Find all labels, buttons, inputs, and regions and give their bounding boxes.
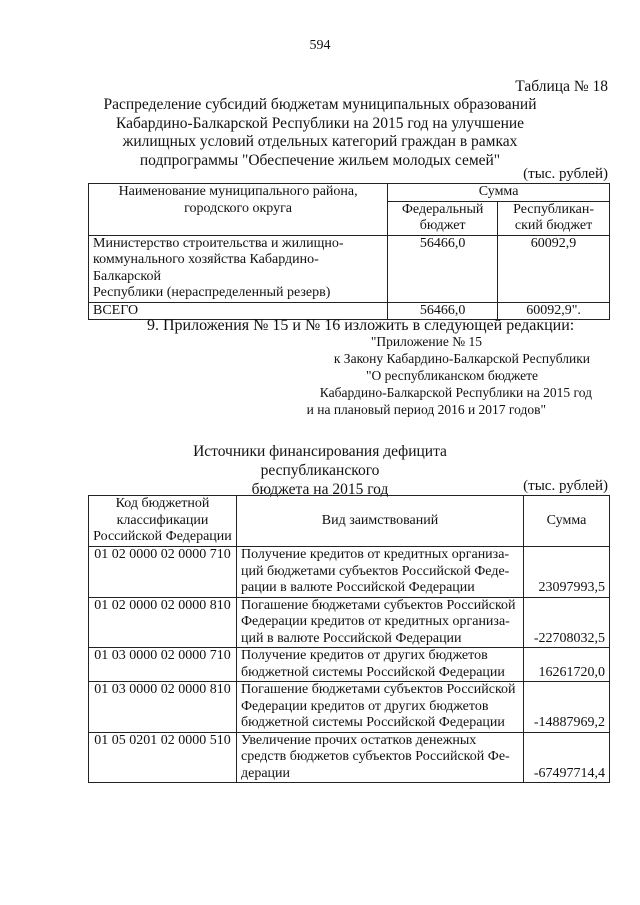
row-federal: 56466,0: [388, 235, 498, 302]
table-header-row: [89, 496, 610, 547]
row-description: Погашение бюджетами субъектов Российской Федерации кредитов от кредитных организа- ций в валюте Российской Федерации: [236, 597, 523, 648]
header-sum: Сумма: [388, 184, 610, 202]
annex-line: Кабардино-Балкарской Республики на 2015 год: [319, 385, 592, 400]
subsidies-table: [88, 183, 610, 320]
header-borrowing-type: Вид заимствований: [236, 496, 523, 547]
table2-title: Источники финансирования дефицита республиканского бюджета на 2015 год: [193, 443, 447, 498]
header-budget-code: Код бюджетной классификации Российской Федерации: [89, 496, 237, 547]
row-amount: 16261720,0: [524, 648, 610, 682]
annex-header: [272, 333, 592, 418]
table-row: [89, 597, 610, 648]
header-municipality: Наименование муниципального района, городского округа: [89, 184, 388, 236]
table-row: [89, 547, 610, 598]
annex-line: "Приложение № 15: [370, 334, 482, 349]
row-name: ВСЕГО: [89, 302, 388, 320]
row-code: 01 02 0000 02 0000 810: [89, 597, 237, 648]
table1-unit-label: (тыс. рублей): [523, 166, 608, 182]
deficit-financing-table: [88, 495, 610, 783]
row-description: Получение кредитов от других бюджетов бюджетной системы Российской Федерации: [236, 648, 523, 682]
annex-line: "О республиканском бюджете: [365, 368, 538, 383]
row-amount: -22708032,5: [524, 597, 610, 648]
table-header-row: [89, 184, 610, 202]
row-name: Министерство строительства и жилищно- коммунального хозяйства Кабардино-Балкарской Республики (нераспределенный резерв): [89, 235, 388, 302]
table1-title: Распределение субсидий бюджетам муниципальных образований Кабардино-Балкарской Республики на 2015 год на улучшение жилищных условий отдельных категорий граждан в рамках подпрограммы "Обеспечение жильем молодых семей": [103, 96, 537, 169]
table-row: [89, 682, 610, 733]
row-description: Погашение бюджетами субъектов Российской Федерации кредитов от других бюджетов бюджетной системы Российской Федерации: [236, 682, 523, 733]
row-code: 01 02 0000 02 0000 710: [89, 547, 237, 598]
row-code: 01 03 0000 02 0000 810: [89, 682, 237, 733]
row-amount: -14887969,2: [524, 682, 610, 733]
row-description: Увеличение прочих остатков денежных средств бюджетов субъектов Российской Фе- дерации: [236, 732, 523, 783]
row-amount: -67497714,4: [524, 732, 610, 783]
annex-line: и на плановый период 2016 и 2017 годов": [306, 402, 546, 417]
row-code: 01 03 0000 02 0000 710: [89, 648, 237, 682]
table-row: [89, 732, 610, 783]
section-instruction: 9. Приложения № 15 и № 16 изложить в следующей редакции:: [147, 317, 575, 334]
table2-unit-label: (тыс. рублей): [523, 478, 608, 494]
row-description: Получение кредитов от кредитных организа- ций бюджетами субъектов Российской Феде- рации в валюте Российской Федерации: [236, 547, 523, 598]
table-row: [89, 235, 610, 302]
row-code: 01 05 0201 02 0000 510: [89, 732, 237, 783]
header-sum: Сумма: [524, 496, 610, 547]
header-republic-budget: Республикан- ский бюджет: [498, 201, 610, 235]
page-number: 594: [309, 38, 331, 53]
table-caption: Таблица № 18: [515, 78, 608, 95]
row-amount: 23097993,5: [524, 547, 610, 598]
header-federal-budget: Федеральный бюджет: [388, 201, 498, 235]
annex-line: к Закону Кабардино-Балкарской Республики: [333, 351, 590, 366]
table-row: [89, 648, 610, 682]
row-republic: 60092,9".: [498, 302, 610, 320]
row-republic: 60092,9: [498, 235, 610, 302]
row-federal: 56466,0: [388, 302, 498, 320]
